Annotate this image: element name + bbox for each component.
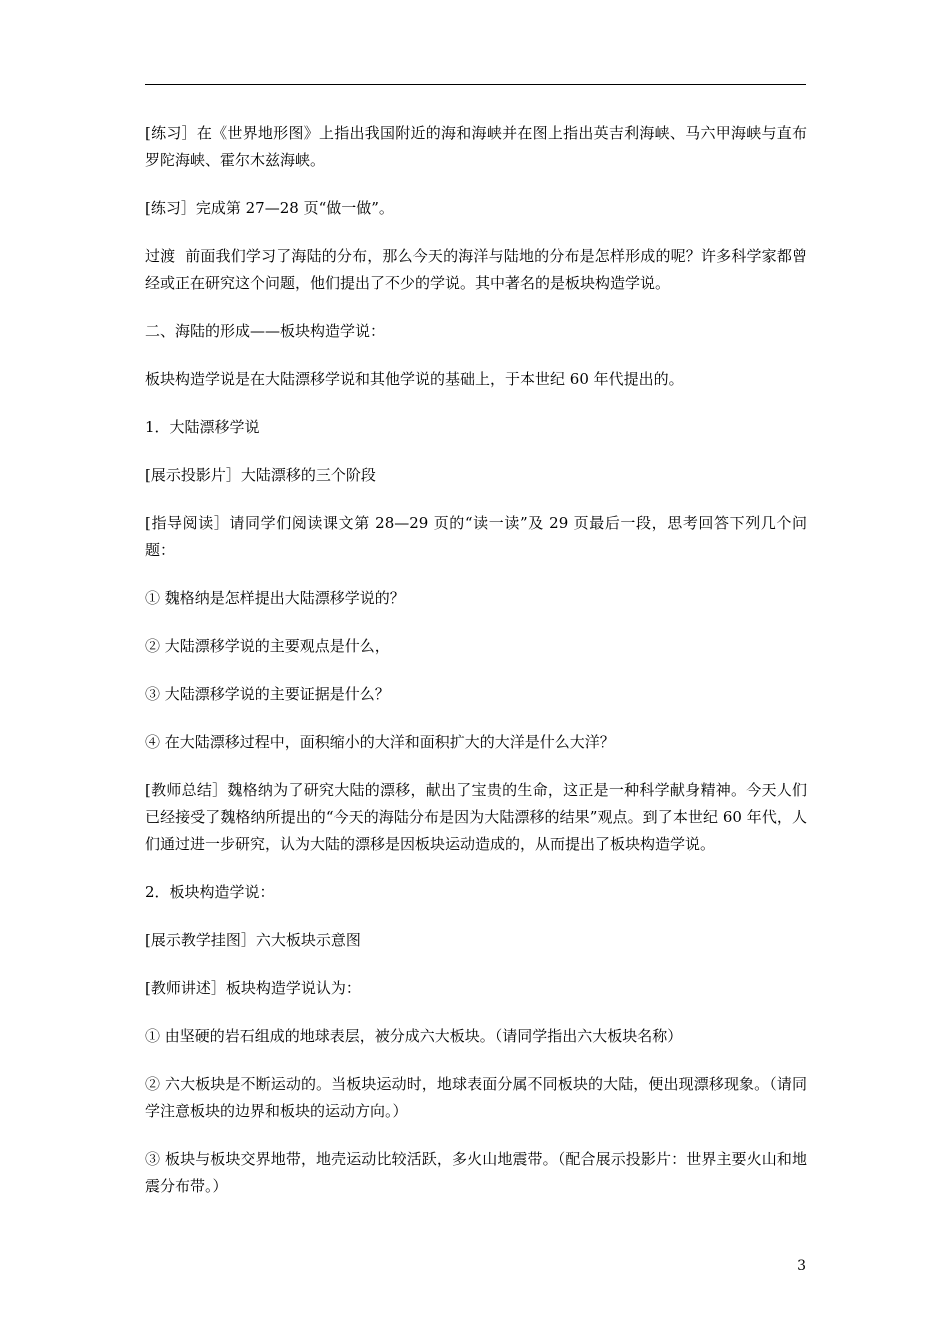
subheading-plate-tectonics: 2．板块构造学说： <box>145 883 275 901</box>
paragraph-teacher-summary: [教师总结］魏格纳为了研究大陆的漂移，献出了宝贵的生命，这正是一种科学献身精神。今天人们已经接受了魏格纳所提出的“今天的海陆分布是因为大陆漂移的结果”观点。到了本世纪 60 年代，人们通过进一步研究，认为大陆的漂移是因板块运动造成的，从而提出了板块构造学说。 <box>145 781 807 853</box>
paragraph-exercise-do: [练习］完成第 27—28 页“做一做”。 <box>145 199 394 217</box>
point-item-3: ③ 板块与板块交界地带，地壳运动比较活跃，多火山地震带。（配合展示投影片：世界主要火山和地震分布带。） <box>145 1150 807 1195</box>
question-item-1: ① 魏格纳是怎样提出大陆漂移学说的？ <box>145 589 405 607</box>
paragraph-plate-tectonics-intro: 板块构造学说是在大陆漂移学说和其他学说的基础上，于本世纪 60 年代提出的。 <box>145 370 684 388</box>
section-heading-plate-tectonics: 二、海陆的形成——板块构造学说： <box>145 322 386 340</box>
paragraph-exercise-straits: [练习］在《世界地形图》上指出我国附近的海和海峡并在图上指出英吉利海峡、马六甲海峡与直布罗陀海峡、霍尔木兹海峡。 <box>145 124 807 169</box>
paragraph-show-slides: [展示投影片］大陆漂移的三个阶段 <box>145 466 376 484</box>
paragraph-guided-reading: [指导阅读］请同学们阅读课文第 28—29 页的“读一读”及 29 页最后一段，思考回答下列几个问题： <box>145 514 807 559</box>
page-body <box>145 120 807 1221</box>
paragraph-show-wall-chart: [展示教学挂图］六大板块示意图 <box>145 931 361 949</box>
paragraph-teacher-lecture: [教师讲述］板块构造学说认为： <box>145 979 361 997</box>
question-item-4: ④ 在大陆漂移过程中，面积缩小的大洋和面积扩大的大洋是什么大洋？ <box>145 733 615 751</box>
page-number: 3 <box>797 1258 806 1274</box>
point-item-2: ② 六大板块是不断运动的。当板块运动时，地球表面分属不同板块的大陆，便出现漂移现象。（请同学注意板块的边界和板块的运动方向。） <box>145 1075 807 1120</box>
question-item-2: ② 大陆漂移学说的主要观点是什么， <box>145 637 390 655</box>
subheading-continental-drift: 1．大陆漂移学说 <box>145 418 260 436</box>
paragraph-transition: 过渡 前面我们学习了海陆的分布，那么今天的海洋与陆地的分布是怎样形成的呢？许多科学家都曾经或正在研究这个问题，他们提出了不少的学说。其中著名的是板块构造学说。 <box>145 247 807 292</box>
question-item-3: ③ 大陆漂移学说的主要证据是什么？ <box>145 685 390 703</box>
header-rule <box>145 84 806 85</box>
point-item-1: ① 由坚硬的岩石组成的地球表层，被分成六大板块。（请同学指出六大板块名称） <box>145 1027 683 1045</box>
